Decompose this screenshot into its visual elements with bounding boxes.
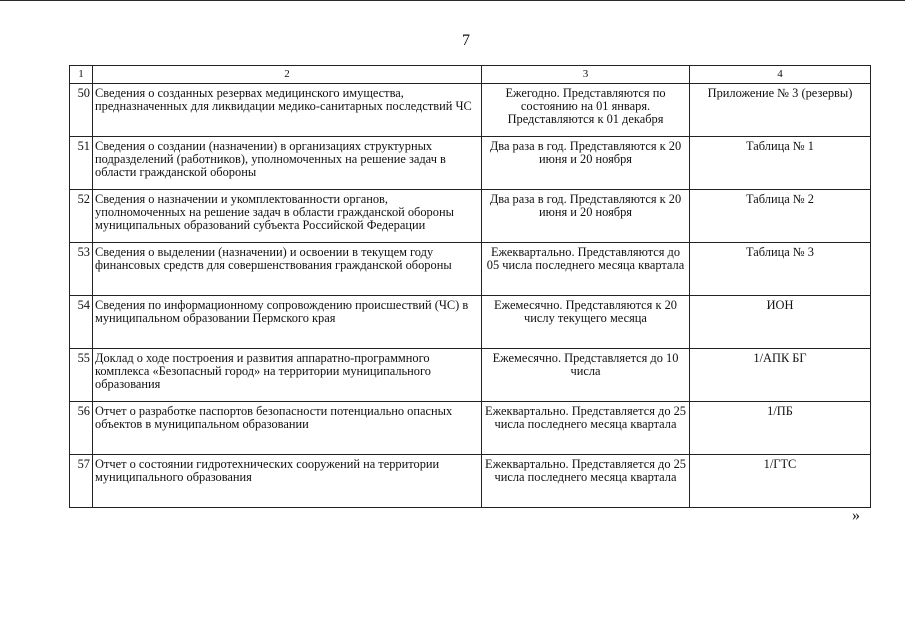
row-number: 56 — [70, 402, 93, 455]
table-row — [70, 296, 871, 349]
row-number: 54 — [70, 296, 93, 349]
table-row — [70, 137, 871, 190]
row-number: 55 — [70, 349, 93, 402]
table-row — [70, 402, 871, 455]
row-description: Сведения о созданных резервах медицинского имущества, предназначенных для ликвидации медико-санитарных последствий ЧС — [93, 84, 482, 137]
table-row — [70, 349, 871, 402]
header-col-3: 3 — [482, 66, 690, 84]
row-period: Два раза в год. Представляются к 20 июня и 20 ноября — [482, 190, 690, 243]
row-form: 1/ПБ — [690, 402, 871, 455]
header-col-2: 2 — [93, 66, 482, 84]
row-period: Ежеквартально. Представляются до 05 числа последнего месяца квартала — [482, 243, 690, 296]
row-description: Сведения о назначении и укомплектованности органов, уполномоченных на решение задач в области гражданской обороны муниципальных образований субъекта Российской Федерации — [93, 190, 482, 243]
row-number: 51 — [70, 137, 93, 190]
row-period: Ежегодно. Представляются по состоянию на 01 января. Представляются к 01 декабря — [482, 84, 690, 137]
row-description: Отчет о разработке паспортов безопасности потенциально опасных объектов в муниципальном образовании — [93, 402, 482, 455]
row-description: Доклад о ходе построения и развития аппаратно-программного комплекса «Безопасный город» на территории муниципального образования — [93, 349, 482, 402]
page-number: 7 — [462, 32, 470, 49]
row-form: Приложение № 3 (резервы) — [690, 84, 871, 137]
row-form: Таблица № 3 — [690, 243, 871, 296]
row-form: 1/ГТС — [690, 455, 871, 508]
row-period: Ежеквартально. Представляется до 25 числа последнего месяца квартала — [482, 455, 690, 508]
table-header-row — [70, 66, 871, 84]
row-description: Сведения по информационному сопровождению происшествий (ЧС) в муниципальном образовании Пермского края — [93, 296, 482, 349]
row-period: Ежемесячно. Представляются к 20 числу текущего месяца — [482, 296, 690, 349]
row-number: 52 — [70, 190, 93, 243]
row-description: Сведения о выделении (назначении) и освоении в текущем году финансовых средств для совершенствования гражданской обороны — [93, 243, 482, 296]
row-form: Таблица № 2 — [690, 190, 871, 243]
row-period: Ежеквартально. Представляется до 25 числа последнего месяца квартала — [482, 402, 690, 455]
row-form: ИОН — [690, 296, 871, 349]
table-row — [70, 84, 871, 137]
scan-top-edge — [0, 0, 905, 1]
row-description: Отчет о состоянии гидротехнических сооружений на территории муниципального образования — [93, 455, 482, 508]
row-description: Сведения о создании (назначении) в организациях структурных подразделений (работников), уполномоченных на решение задач в области гражданской обороны — [93, 137, 482, 190]
row-number: 50 — [70, 84, 93, 137]
table-row — [70, 243, 871, 296]
closing-quote-mark: » — [852, 507, 860, 524]
row-period: Ежемесячно. Представляется до 10 числа — [482, 349, 690, 402]
row-number: 57 — [70, 455, 93, 508]
table-row — [70, 190, 871, 243]
header-col-4: 4 — [690, 66, 871, 84]
table-row — [70, 455, 871, 508]
row-period: Два раза в год. Представляются к 20 июня и 20 ноября — [482, 137, 690, 190]
row-number: 53 — [70, 243, 93, 296]
row-form: Таблица № 1 — [690, 137, 871, 190]
header-col-1: 1 — [70, 66, 93, 84]
row-form: 1/АПК БГ — [690, 349, 871, 402]
reporting-table — [69, 65, 871, 508]
